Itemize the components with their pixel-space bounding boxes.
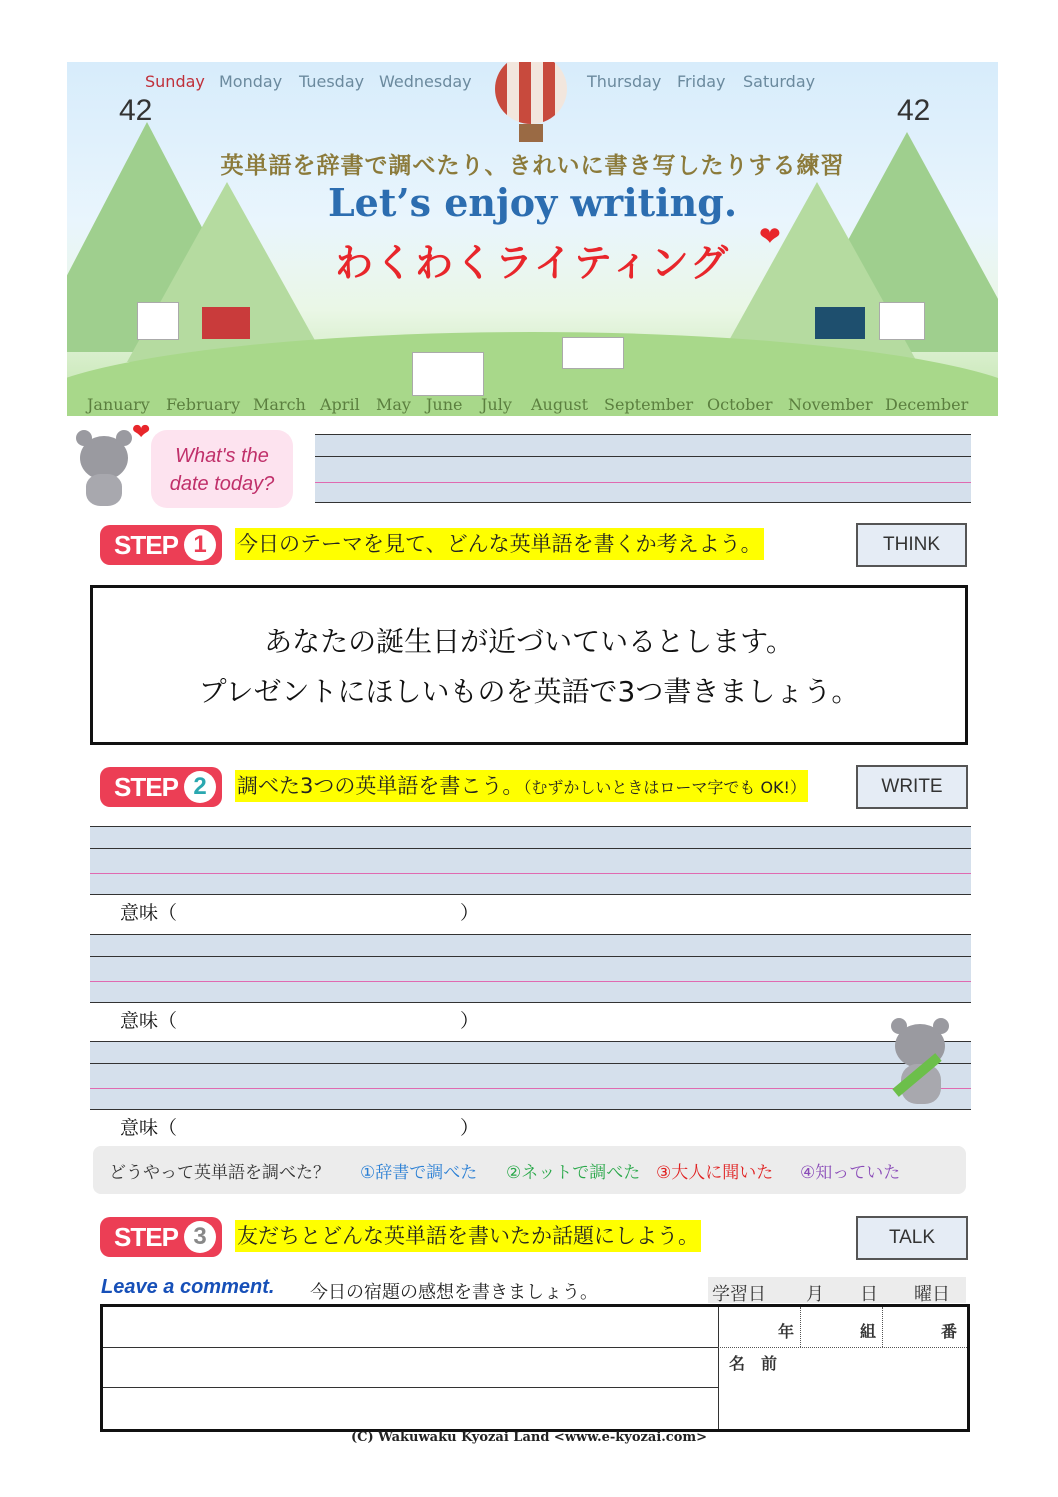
month-label: September	[604, 395, 694, 414]
theme-box	[90, 585, 968, 745]
study-date-label: 学習日	[712, 1284, 766, 1305]
header-banner	[67, 62, 998, 416]
subtitle-japanese: 英単語を辞書で調べたり、きれいに書き写したりする練習	[220, 153, 845, 179]
day-monday: Monday	[219, 72, 283, 91]
month-label: February	[166, 395, 241, 414]
info-divider	[718, 1307, 719, 1429]
lookup-option-internet[interactable]: ②ネットで調べた	[506, 1163, 641, 1183]
step-1-instruction: 今日のテーマを見て、どんな英単語を書くか考えよう。	[235, 528, 764, 560]
lookup-question: どうやって英単語を調べた？	[109, 1163, 330, 1183]
house-icon	[879, 302, 925, 340]
step-number: 2	[184, 771, 216, 803]
month-label: October	[707, 395, 773, 414]
step-number: 1	[184, 529, 216, 561]
guide-line	[315, 456, 971, 457]
house-icon	[562, 337, 624, 369]
study-month-label: 月	[806, 1284, 824, 1305]
guide-line	[90, 848, 971, 849]
guide-line	[90, 1109, 971, 1110]
date-writing-lines[interactable]	[315, 434, 971, 502]
guide-line	[90, 894, 971, 895]
copyright-footer: (C) Wakuwaku Kyozai Land <www.e-kyozai.com>	[350, 1430, 708, 1445]
day-sunday: Sunday	[145, 72, 205, 91]
step-label: STEP	[114, 530, 178, 560]
write-tag: WRITE	[856, 765, 968, 809]
guide-line	[90, 1002, 971, 1003]
step-label: STEP	[114, 772, 178, 802]
meaning-open-1: 意味（	[120, 902, 178, 924]
month-label: July	[481, 395, 512, 414]
day-friday: Friday	[677, 72, 726, 91]
month-label: March	[253, 395, 306, 414]
guide-line	[315, 482, 971, 483]
guide-line	[90, 873, 971, 874]
comment-subtitle: 今日の宿題の感想を書きましょう。	[310, 1282, 598, 1303]
house-icon	[202, 307, 250, 339]
month-label: May	[376, 395, 411, 414]
month-label: June	[426, 395, 463, 414]
house-icon	[137, 302, 179, 340]
info-divider	[718, 1347, 967, 1348]
meaning-close-3: ）	[460, 1117, 480, 1139]
guide-line	[315, 434, 971, 435]
lookup-option-knew[interactable]: ④知っていた	[800, 1163, 901, 1183]
title-english: Let’s enjoy writing.	[327, 180, 738, 225]
balloon-basket	[519, 124, 543, 142]
study-day-label: 日	[860, 1284, 878, 1305]
month-label: January	[87, 395, 150, 414]
step-number: 3	[184, 1221, 216, 1253]
step-2-note: （むずかしいときはローマ字でも OK!）	[523, 778, 806, 797]
info-divider	[800, 1307, 801, 1347]
meaning-close-1: ）	[460, 902, 480, 924]
month-label: August	[531, 395, 589, 414]
guide-line	[90, 956, 971, 957]
talk-tag: TALK	[856, 1216, 968, 1260]
day-saturday: Saturday	[743, 72, 816, 91]
bear-with-pencil-icon	[885, 1018, 965, 1110]
month-label: December	[885, 395, 969, 414]
worksheet-number-right: 42	[897, 94, 931, 127]
guide-line	[90, 1063, 971, 1064]
date-prompt	[151, 442, 293, 498]
name-label: 名 前	[729, 1354, 778, 1373]
date-prompt-line1: What's the	[175, 445, 269, 467]
step-3-instruction: 友だちとどんな英単語を書いたか話題にしよう。	[235, 1220, 701, 1252]
step-3-badge	[100, 1217, 222, 1257]
step-2-instruction	[235, 770, 808, 802]
meaning-open-3: 意味（	[120, 1117, 178, 1139]
comment-box[interactable]	[100, 1304, 970, 1432]
month-label: November	[788, 395, 873, 414]
word-writing-lines-3[interactable]	[90, 1041, 971, 1109]
month-label: April	[320, 395, 360, 414]
bear-with-balloon-icon: ❤	[72, 428, 142, 508]
comment-title: Leave a comment.	[101, 1276, 275, 1298]
comment-line	[103, 1387, 718, 1388]
lookup-option-adult[interactable]: ③大人に聞いた	[656, 1163, 774, 1183]
guide-line	[90, 934, 971, 935]
house-icon	[412, 352, 484, 396]
guide-line	[90, 1088, 971, 1089]
theme-line-1: あなたの誕生日が近づいているとします。	[264, 625, 794, 658]
guide-line	[90, 826, 971, 827]
number-label: 番	[941, 1322, 958, 1341]
step-label: STEP	[114, 1222, 178, 1252]
step-1-badge	[100, 525, 222, 565]
class-label: 組	[860, 1322, 877, 1341]
guide-line	[90, 981, 971, 982]
comment-line	[103, 1347, 718, 1348]
meaning-close-2: ）	[460, 1010, 480, 1032]
house-icon	[815, 307, 865, 339]
day-thursday: Thursday	[587, 72, 662, 91]
think-tag: THINK	[856, 523, 967, 567]
word-writing-lines-1[interactable]	[90, 826, 971, 894]
theme-line-2: プレゼントにほしいものを英語で3つ書きましょう。	[198, 675, 860, 708]
heart-icon: ❤	[759, 222, 781, 252]
year-label: 年	[778, 1322, 795, 1341]
meaning-open-2: 意味（	[120, 1010, 178, 1032]
study-weekday-label: 曜日	[914, 1284, 950, 1305]
worksheet-number-left: 42	[119, 94, 153, 127]
day-tuesday: Tuesday	[299, 72, 365, 91]
word-writing-lines-2[interactable]	[90, 934, 971, 1002]
guide-line	[315, 502, 971, 503]
step-2-text: 調べた3つの英単語を書こう。	[237, 774, 524, 798]
hot-air-balloon-icon	[495, 62, 567, 124]
info-divider	[882, 1307, 883, 1347]
step-2-badge	[100, 767, 222, 807]
guide-line	[90, 1041, 971, 1042]
title-kana: わくわくライティング	[334, 241, 731, 285]
day-wednesday: Wednesday	[379, 72, 472, 91]
lookup-option-dictionary[interactable]: ①辞書で調べた	[360, 1163, 478, 1183]
date-prompt-line2: date today?	[169, 473, 275, 495]
